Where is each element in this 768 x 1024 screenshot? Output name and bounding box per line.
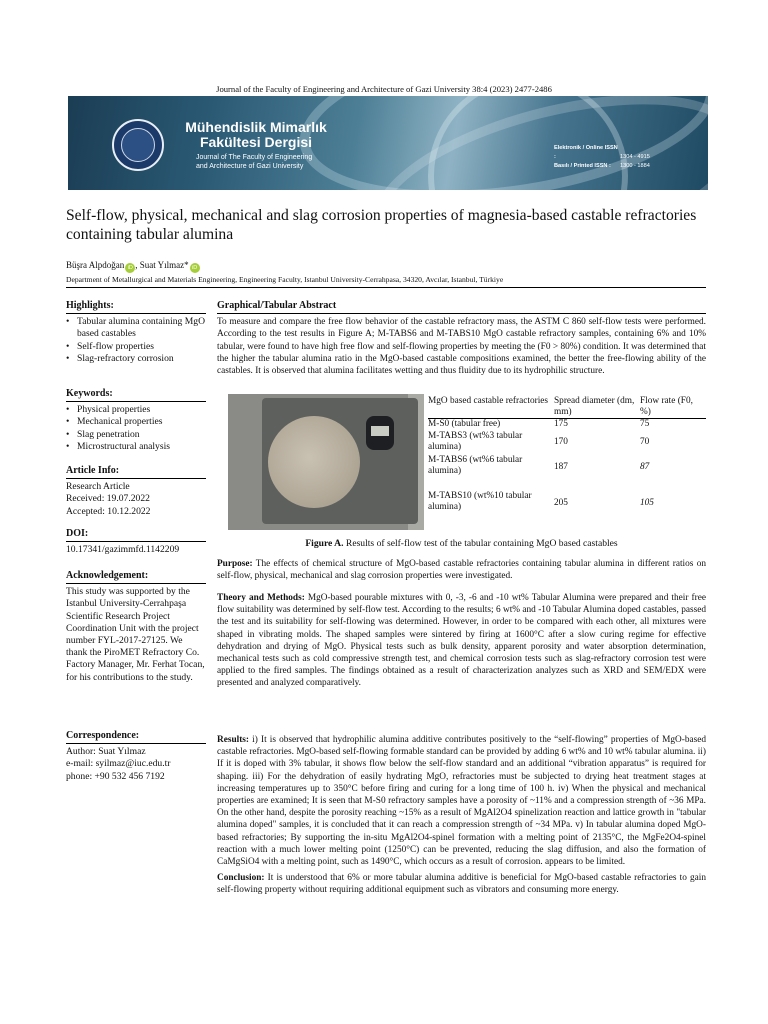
stopwatch-icon	[366, 416, 394, 450]
highlight-item: • Tabular alumina containing MgO based castables	[66, 316, 206, 340]
table-cell: M-TABS3 (wt%3 tabular alumina)	[428, 430, 523, 452]
header-divider	[66, 287, 706, 288]
table-cell: M-TABS10 (wt%10 tabular alumina)	[428, 490, 532, 512]
received-date: Received: 19.07.2022	[66, 493, 150, 505]
table-header-cell: MgO based castable refractories	[428, 396, 554, 419]
journal-banner	[68, 96, 708, 190]
table-row	[428, 419, 706, 431]
journal-citation-line: Journal of the Faculty of Engineering and Architecture of Gazi University 38:4 (2023) 2477-2486	[216, 84, 552, 94]
table-cell: M-S0 (tabular free)	[428, 419, 501, 429]
doi-section	[66, 528, 206, 556]
university-seal-logo	[112, 119, 164, 171]
purpose-paragraph: Purpose: The effects of chemical structure of MgO-based castable refractories containing tabular alumina in different ratios on self-flow, physical, mechanical and slag corrosion properties were investigated.	[217, 559, 706, 582]
keywords-section	[66, 388, 206, 453]
correspondence-phone: phone: +90 532 456 7192	[66, 770, 165, 782]
article-type: Research Article	[66, 481, 130, 493]
table-cell: 87	[640, 462, 650, 472]
acknowledgement-section	[66, 570, 206, 684]
journal-banner-subtitle: Journal of The Faculty of Engineering and Architecture of Gazi University	[196, 154, 313, 170]
table-cell: 187	[554, 462, 568, 472]
author-list: Büşra Alpdoğan iD , Suat Yılmaz* iD	[66, 260, 200, 273]
article-info-heading: Article Info:	[66, 465, 206, 479]
results-paragraph: Results: i) It is observed that hydrophilic alumina additive contributes positively to the “self-flowing” properties of MgO-based castable refractories. MgO-based self-flowing formable standard can be provided by adding 6 wt% and 10 wt% tabular alumina. ii) If it is doped with 3% tabular, it shows flow below the self-flow standard and an additional “vibration apparatus” is required for shaping. iii) For the dehydration of easily hydrating MgO, refractories must be subjected to drying heat treatment stages at increasing temperatures up to 350°C before firing and curing for a long time of 100 h. iv) When the physical and mechanical properties are examined; It is seen that M-S0 refractory samples have a porosity of ~11% and a compression strength of ~36 MPa. On the other hand, despite the porosity reaching ~15% as a result of MgAl2O4 spinelization reaction and lattice growth in "tabular alumina doped" samples, it is concluded that it can reach a compression strength of ~34 MPa. v) In tabular alumina doped MgO-based refractories; By supporting the in-situ MgAl2O4-spinel formation with a melting point of 2135°C, the MgFe2O4-spinel reaction with a much lower melting point (1250°C) can be prevented, reducing the slag diffusion, and also the formation of CaMgSiO4 with a melting point, such as 1490°C, which occurs as a result of corrosion. appears to be limited.	[217, 735, 706, 868]
keywords-heading: Keywords:	[66, 388, 206, 402]
acknowledgement-text: This study was supported by the Istanbul University-Cerrahpaşa Scientific Research Project Coordination Unit with the project number FYL-2017-27125. We thank the PiroMET Refractory Co. Factory Manager, Mr. Ferhat Tocan, for his contributions to the study.	[66, 586, 205, 683]
keyword-item: • Mechanical properties	[66, 416, 206, 428]
conclusion-paragraph: Conclusion: It is understood that 6% or more tabular alumina additive is beneficial for MgO-based castable refractories to gain self-flowing property without requiring additional equipment such as vibrators and consuming more energy.	[217, 873, 706, 896]
journal-banner-title: Mühendislik Mimarlık Fakültesi Dergisi	[185, 119, 327, 150]
table-header-row	[428, 396, 706, 419]
doi-heading: DOI:	[66, 528, 206, 542]
self-flow-results-table	[428, 396, 706, 517]
self-flow-test-photo	[228, 394, 424, 530]
graphical-abstract-section	[217, 300, 706, 377]
orcid-icon[interactable]: iD	[125, 263, 135, 273]
table-cell: 105	[640, 498, 654, 508]
correspondence-section	[66, 730, 206, 783]
graphical-abstract-text: To measure and compare the free flow behavior of the castable refractory mass, the ASTM C 860 self-flow tests were performed. According to the test results in Figure A; M-TABS6 and M-TABS10 MgO castable refractory samples, containing 6% and 10% tabular, were found to have high free flow and self-flowing properties by meeting the (F0 > 80%) condition. It was determined that the higher the tabular alumina ratio in the MgO-based castable compositions examined, the better the free-flowing ability of the castables. It is observed that alumina facilitates wetting and thus fluidity due to its hydrophilic structure.	[217, 317, 706, 377]
keyword-item: • Physical properties	[66, 404, 206, 416]
table-row	[428, 491, 706, 517]
table-cell: 170	[554, 437, 568, 447]
table-row	[428, 431, 706, 455]
theory-methods-paragraph: Theory and Methods: MgO-based pourable mixtures with 0, -3, -6 and -10 wt% Tabular Alumina were prepared and their free flow suitability was determined by self-flow test. According to the results; 6 wt% and -10 Tabular Alumina doped castables, passed the test and its suitability for self-flowing was determined. However, in order to be compared with each other, all mixtures were shaped in vibrating molds. The shaped samples were sintered by firing at 1600°C after a slow curing regime for effective dehydration and drying of MgO. Physical tests such as bulk density, apparent porosity and water absorption determination, mechanical tests such as cold compressive strength test, and chemical corrosion tests such as slag-refractory corrosion test were applied to the fired samples. The findings obtained as a result of characterization analyzes such as XRD and SEM/EDX were presented and analyzed comparatively.	[217, 593, 707, 689]
article-info-section	[66, 465, 206, 518]
table-row	[428, 455, 706, 491]
correspondence-author: Author: Suat Yılmaz	[66, 746, 146, 758]
table-cell: 75	[640, 419, 650, 429]
castable-spread-sample	[268, 416, 360, 508]
acknowledgement-heading: Acknowledgement:	[66, 570, 206, 584]
table-cell: 175	[554, 419, 568, 429]
table-header-cell: Flow rate (F0, %)	[640, 396, 706, 419]
issn-block: Elektronik / Online ISSN : 1304 - 4915 Basılı / Printed ISSN : 1300 - 1884	[554, 145, 650, 169]
accepted-date: Accepted: 10.12.2022	[66, 505, 151, 517]
table-header-cell: Spread diameter (dm, mm)	[554, 396, 640, 419]
highlight-item: • Slag-refractory corrosion	[66, 353, 206, 365]
table-cell: M-TABS6 (wt%6 tabular alumina)	[428, 454, 523, 476]
keyword-item: • Microstructural analysis	[66, 441, 206, 453]
highlights-heading: Highlights:	[66, 300, 206, 314]
keyword-item: • Slag penetration	[66, 429, 206, 441]
graphical-abstract-heading: Graphical/Tabular Abstract	[217, 300, 706, 314]
highlights-section	[66, 300, 206, 365]
table-cell: 70	[640, 437, 650, 447]
affiliation: Department of Metallurgical and Materials Engineering, Engineering Faculty, Istanbul University-Cerrahpasa, 34320, Avcılar, Istanbul, Türkiye	[66, 275, 504, 284]
highlight-item: • Self-flow properties	[66, 341, 206, 353]
article-title: Self-flow, physical, mechanical and slag corrosion properties of magnesia-based castable refractories containing tabular alumina	[66, 207, 697, 243]
doi-link[interactable]: 10.17341/gazimmfd.1142209	[66, 544, 180, 556]
table-cell: 205	[554, 498, 568, 508]
figure-caption: Figure A. Results of self-flow test of the tabular containing MgO based castables	[305, 538, 618, 549]
correspondence-heading: Correspondence:	[66, 730, 206, 744]
correspondence-email[interactable]: e-mail: syilmaz@iuc.edu.tr	[66, 758, 171, 770]
orcid-icon[interactable]: iD	[190, 263, 200, 273]
